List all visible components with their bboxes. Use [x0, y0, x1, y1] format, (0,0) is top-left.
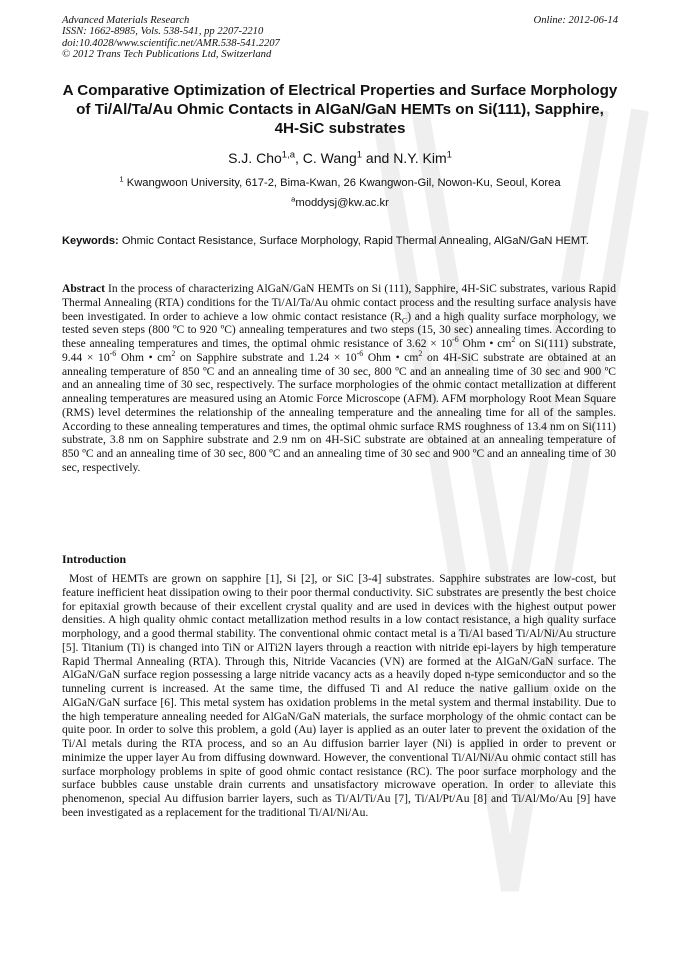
introduction-body: Most of HEMTs are grown on sapphire [1], Si [2], or SiC [3-4] substrates. Sapphire substrates are low-cost, but feature inefficient heat dissipation owing to their poor thermal conductivity. SiC substrates are presently the best choice for epitaxial growth because of their excellent crystal quality and are used in devices with the highest output power densities. A high quality ohmic contact metallization method results in a low contact resistance, a high quality surface morphology, and a good thermal stability. The conventional ohmic contact metal is a Ti/Al based Ti/Al/Ni/Au structure [5]. Titanium (Ti) is changed into TiN or AlTi2N layers through a reaction with nitride epi-layers by high temperature Rapid Thermal Annealing (RTA). Through this, Nitride Vacancies (VN) are formed at the AlGaN/GaN surface. The AlGaN/GaN surface region possessing a large nitride vacancy acts as a heavily doped n-type semiconductor and so the tunneling current is increased. At the same time, the diffused Ti and Al reduce the native gallium oxide on the AlGaN/GaN surface [6]. This metal system has oxidation problems in the metal system and thermal instability. Due to the high temperature annealing needed for AlGaN/GaN materials, the surface morphology of the ohmic contact can be quite poor. In order to solve this problem, a gold (Au) layer is applied as an outer later to prevent the oxidation of the Ti/Al metals during the RTA process, and so an Au diffusion barrier layer (Ni) is applied in order to prevent or minimize the upper layer Au from diffusing downward. However, the conventional Ti/Al/Ni/Au ohmic contact still has surface morphology problems in spite of good ohmic contact resistance (RC). The poor surface morphology and the surface bubbles cause unstable drain currents and unsatisfactory microwave operation. In order to alleviate this phenomenon, special Au diffusion barrier layers, such as Ti/Al/Ti/Au [7], Ti/Al/Pt/Au [8] and Ti/Al/Mo/Au [9] have been investigated as a replacement for the traditional Ti/Al/Ni/Au. [62, 573, 616, 819]
abstract-text: on Sapphire substrate and 1.24 × 10 [175, 351, 357, 364]
copyright-line: © 2012 Trans Tech Publications Ltd, Switzerland [62, 49, 272, 61]
journal-name: Advanced Materials Research [62, 15, 190, 26]
author-separator: , [295, 150, 303, 166]
abstract-text: ) and a high quality surface morphology, we tested seven steps (800 ºC to 920 ºC) annealing temperatures and two steps (15, 30 sec) annealing times. According to these annealing temperatures and times, the optimal ohmic resistance of 3.62 × 10 [62, 310, 616, 350]
abstract-text: on 4H-SiC substrate are obtained at an annealing temperature of 850 ºC and an annealing time of 30 sec, 800 ºC and an annealing time of 30 sec and 900 ºC and an annealing time of 30 sec, respectively. The surface morphologies of the ohmic contact metallization at different annealing temperatures are measured using an Atomic Force Microscope (AFM). AFM morphology Root Mean Square (RMS) level determines the relationship of the annealing temperature and the annealing time for all of the samples. According to these annealing temperatures and times, the optimal ohmic surface RMS roughness of 13.4 nm on Si(111) substrate, 3.8 nm on Sapphire substrate and 2.9 nm on 4H-SiC substrate are obtained at an annealing temperature of 850 ºC and an annealing time of 30 sec, 800 ºC and an annealing time of 30 sec and 900 ºC and an annealing time of 30 sec, respectively. [62, 351, 616, 474]
email-text[interactable]: moddysj@kw.ac.kr [295, 197, 389, 209]
author-affiliation-mark: 1,a [281, 149, 296, 161]
publication-header [62, 15, 618, 61]
author-list [62, 149, 618, 167]
exponent: 2 [418, 348, 423, 358]
exponent: -6 [356, 348, 364, 358]
subscript: C [401, 315, 408, 325]
keywords-text: Ohmic Contact Resistance, Surface Morphology, Rapid Thermal Annealing, AlGaN/GaN HEMT. [121, 235, 589, 247]
author-affiliation-mark: 1 [446, 149, 452, 161]
exponent: -6 [452, 335, 459, 345]
affiliation-mark: 1 [119, 174, 124, 184]
issn-line: ISSN: 1662-8985, Vols. 538-541, pp 2207-2210 [62, 26, 264, 38]
affiliation [62, 176, 618, 191]
keywords [62, 235, 616, 249]
abstract-text: on Si(111) substrate, 9.44 × 10 [62, 338, 616, 364]
author-separator: and [362, 150, 394, 166]
exponent: 2 [171, 348, 176, 358]
abstract-text: In the process of characterizing AlGaN/GaN HEMTs on Si (111), Sapphire, 4H-SiC substrates, various Rapid Thermal Annealing (RTA) conditions for the Ti/Al/Ta/Au ohmic contact process and the resulting surface analysis have been investigated. In order to achieve a low ohmic contact resistance (R [62, 283, 616, 323]
author-name: C. Wang [302, 150, 357, 166]
keywords-label: Keywords: [62, 235, 119, 247]
abstract-text: Ohm • cm [116, 351, 172, 364]
email-mark: a [291, 194, 296, 204]
exponent: -6 [109, 348, 117, 358]
online-date: Online: 2012-06-14 [533, 15, 618, 26]
introduction-heading: Introduction [62, 552, 127, 566]
author-affiliation-mark: 1 [356, 149, 363, 161]
paper-title: A Comparative Optimization of Electrical Properties and Surface Morphology of Ti/Al/Ta/Au Ohmic Contacts in AlGaN/GaN HEMTs on Si(111), Sapphire, 4H-SiC substrates [62, 82, 618, 138]
exponent: 2 [511, 335, 516, 345]
abstract-text: Ohm • cm [363, 351, 419, 364]
abstract-text: Ohm • cm [458, 338, 512, 350]
author-email [62, 196, 618, 211]
abstract-label: Abstract [62, 283, 105, 295]
affiliation-text: Kwangwoon University, 617-2, Bima-Kwan, 26 Kwangwon-Gil, Nowon-Ku, Seoul, Korea [126, 177, 561, 189]
author-name: S.J. Cho [228, 150, 282, 166]
doi-line: doi:10.4028/www.scientific.net/AMR.538-541.2207 [62, 37, 280, 49]
abstract [62, 283, 616, 476]
author-name: N.Y. Kim [393, 150, 447, 166]
